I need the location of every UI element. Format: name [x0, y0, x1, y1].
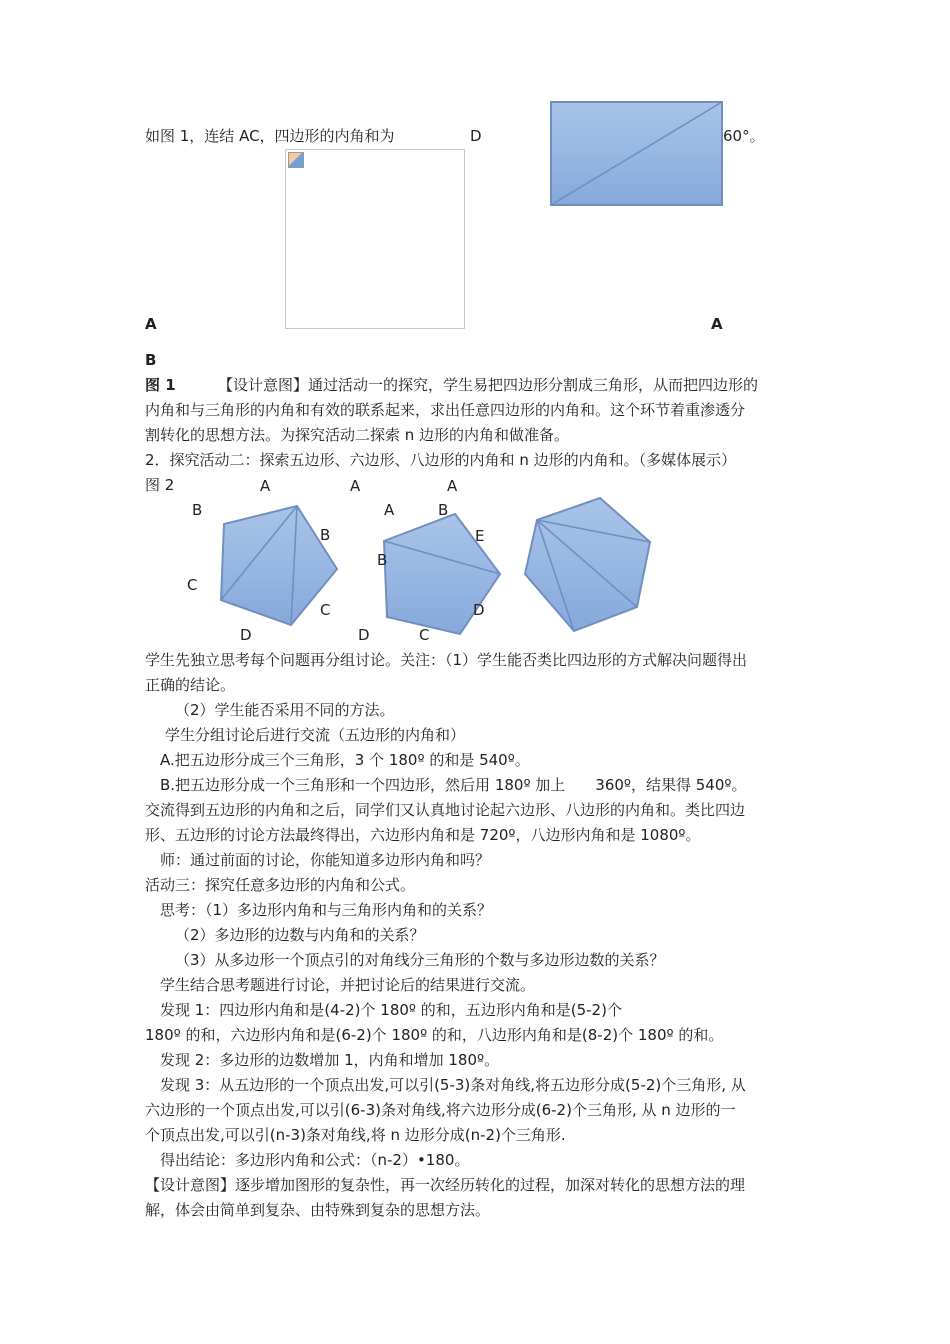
fig2-p2-label-b1: B [438, 501, 449, 519]
body-line-1: 学生先独立思考每个问题再分组讨论。关注：（1）学生能否类比四边形的方式解决问题得出 [145, 651, 748, 669]
fig2-p2-label-a2: A [384, 501, 395, 519]
body-line-10: 活动三：探究任意多边形的内角和公式。 [145, 876, 416, 894]
body-line-5: A.把五边形分成三个三角形，3 个 180º 的和是 540º。 [160, 751, 530, 769]
fig1-rectangle [551, 102, 722, 205]
design-intent-1-line2: 内角和与三角形的内角和有效的联系起来，求出任意四边形的内角和。这个环节着重渗透分 [145, 401, 746, 419]
fig1-label-a-left: A [145, 315, 157, 333]
body-line-20: 个顶点出发,可以引(n-3)条对角线,将 n 边形分成(n-2)个三角形. [145, 1126, 566, 1144]
fig1-label-a-right: A [711, 315, 723, 333]
body-line-14: 学生结合思考题进行讨论，并把讨论后的结果进行交流。 [160, 976, 536, 994]
design-intent-1-line1: 【设计意图】通过活动一的探究，学生易把四边形分割成三角形，从而把四边形的 [218, 376, 759, 394]
body-line-4: 学生分组讨论后进行交流（五边形的内角和） [165, 726, 466, 744]
fig2-p2-label-b2: B [377, 551, 388, 569]
body-line-18: 发现 3：从五边形的一个顶点出发,可以引(5-3)条对角线,将五边形分成(5-2)个三角形, 从 [160, 1076, 746, 1094]
fig2-p1-label-d: D [240, 626, 252, 644]
fig2-p2-label-a1: A [350, 477, 361, 495]
body-line-8: 形、五边形的讨论方法最终得出，六边形内角和是 720º，八边形内角和是 1080º。 [145, 826, 701, 844]
body-line-22: 【设计意图】逐步增加图形的复杂性，再一次经历转化的过程，加深对转化的思想方法的理 [145, 1176, 746, 1194]
fig2-p1-label-a: A [260, 477, 271, 495]
body-line-21: 得出结论：多边形内角和公式：（n-2）•180。 [160, 1151, 470, 1169]
fig2-p2-label-d1: D [473, 601, 485, 619]
body-line-7: 交流得到五边形的内角和之后，同学们又认真地讨论起六边形、八边形的内角和。类比四边 [145, 801, 746, 819]
body-line-9: 师：通过前面的讨论，你能知道多边形内角和吗？ [160, 851, 491, 869]
body-line-12: （2）多边形的边数与内角和的关系？ [175, 926, 425, 944]
fig1-caption: 图 1 [145, 376, 176, 394]
fig2-p2-label-c: C [419, 626, 430, 644]
fig2-p1-label-c2: C [320, 601, 331, 619]
body-line-13: （3）从多边形一个顶点引的对角线分三角形的个数与多边形边数的关系？ [175, 951, 665, 969]
fig2-hexagon [525, 498, 650, 631]
body-line-6: B.把五边形分成一个三角形和一个四边形，然后用 180º 加上 360º，结果得 540º。 [160, 776, 747, 794]
body-line-11: 思考：（1）多边形内角和与三角形内角和的关系？ [160, 901, 493, 919]
body-line-16: 180º 的和，六边形内角和是(6-2)个 180º 的和，八边形内角和是(8-2)个 180º 的和。 [145, 1026, 724, 1044]
fig2-p1-label-b2: B [320, 526, 331, 544]
fig1-intro-text: 如图 1，连结 AC，四边形的内角和为 [145, 127, 395, 145]
fig2-p2-label-d2: D [358, 626, 370, 644]
body-line-17: 发现 2：多边形的边数增加 1，内角和增加 180º。 [160, 1051, 500, 1069]
fig2-p1-label-c1: C [187, 576, 198, 594]
fig1-label-b: B [145, 351, 157, 369]
body-line-23: 解，体会由简单到复杂、由特殊到复杂的思想方法。 [145, 1201, 491, 1219]
fig2-caption: 图 2 [145, 476, 175, 494]
fig2-p1-label-b1: B [192, 501, 203, 519]
fig2-p3-label-a: A [447, 477, 458, 495]
body-line-2: 正确的结论。 [145, 676, 236, 694]
fig1-label-d: D [470, 127, 482, 145]
body-line-15: 发现 1：四边形内角和是(4-2)个 180º 的和，五边形内角和是(5-2)个 [160, 1001, 622, 1019]
fig2-p2-label-e: E [475, 527, 485, 545]
fig1-tail-text: 60°。 [723, 127, 765, 145]
activity2-title: 2．探究活动二：探索五边形、六边形、八边形的内角和 n 边形的内角和。（多媒体展示） [145, 451, 737, 469]
body-line-19: 六边形的一个顶点出发,可以引(6-3)条对角线,将六边形分成(6-2)个三角形, 从 n 边形的一 [145, 1101, 736, 1119]
design-intent-1-line3: 割转化的思想方法。为探究活动二探索 n 边形的内角和做准备。 [145, 426, 570, 444]
body-line-3: （2）学生能否采用不同的方法。 [175, 701, 395, 719]
